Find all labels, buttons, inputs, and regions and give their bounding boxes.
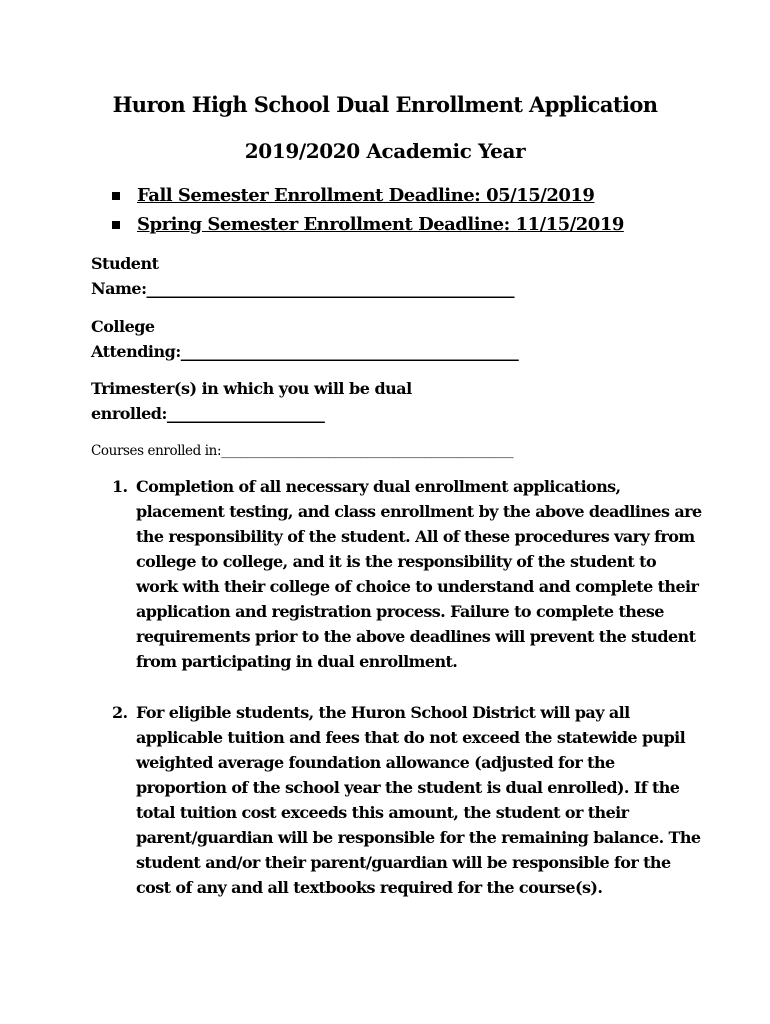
- trimester-field[interactable]: [91, 376, 412, 426]
- deadline-item-spring: [112, 210, 624, 239]
- list-item-text: For eligible students, the Huron School District will pay all applicable tuition and fees that do not exceed the statewide pupil weighted average foundation allowance (adjusted for the proportion of the school year the student is dual enrolled). If the total tuition cost exceeds this amount, the student or their parent/guardian will be responsible for the remaining balance. The student and/or their parent/guardian will be responsible for the cost of any and all textbooks required for the course(s).: [136, 703, 701, 897]
- deadline-text: Fall Semester Enrollment Deadline: 05/15/2019: [137, 185, 595, 206]
- list-item-2: [112, 700, 702, 900]
- page-title: Huron High School Dual Enrollment Application: [112, 92, 658, 117]
- student-name-field[interactable]: [91, 251, 514, 301]
- deadline-item-fall: [112, 181, 624, 210]
- deadline-text: Spring Semester Enrollment Deadline: 11/15/2019: [137, 214, 624, 235]
- page-subtitle: 2019/2020 Academic Year: [244, 139, 526, 163]
- square-bullet-icon: [112, 192, 120, 200]
- square-bullet-icon: [112, 221, 120, 229]
- courses-enrolled-field[interactable]: Courses enrolled in:______________________________________________: [91, 443, 514, 459]
- student-name-line[interactable]: Name:_________________________________________________: [91, 279, 515, 298]
- trimester-label: Trimester(s) in which you will be dual: [91, 379, 412, 398]
- college-attending-line[interactable]: Attending:_____________________________________________: [91, 342, 519, 361]
- list-item-1: [112, 474, 702, 674]
- list-item-number: 1.: [112, 477, 128, 496]
- trimester-line[interactable]: enrolled:_____________________: [91, 404, 325, 423]
- student-name-label: Student: [91, 254, 159, 273]
- college-attending-label: College: [91, 317, 155, 336]
- deadline-list: [112, 181, 624, 239]
- list-item-number: 2.: [112, 703, 128, 722]
- list-item-text: Completion of all necessary dual enrollment applications, placement testing, and class enrollment by the above deadlines are the responsibility of the student. All of these procedures vary from college to college, and it is the responsibility of the student to work with their college of choice to understand and complete their application and registration process. Failure to complete these requirements prior to the above deadlines will prevent the student from participating in dual enrollment.: [136, 477, 702, 671]
- college-attending-field[interactable]: [91, 314, 518, 364]
